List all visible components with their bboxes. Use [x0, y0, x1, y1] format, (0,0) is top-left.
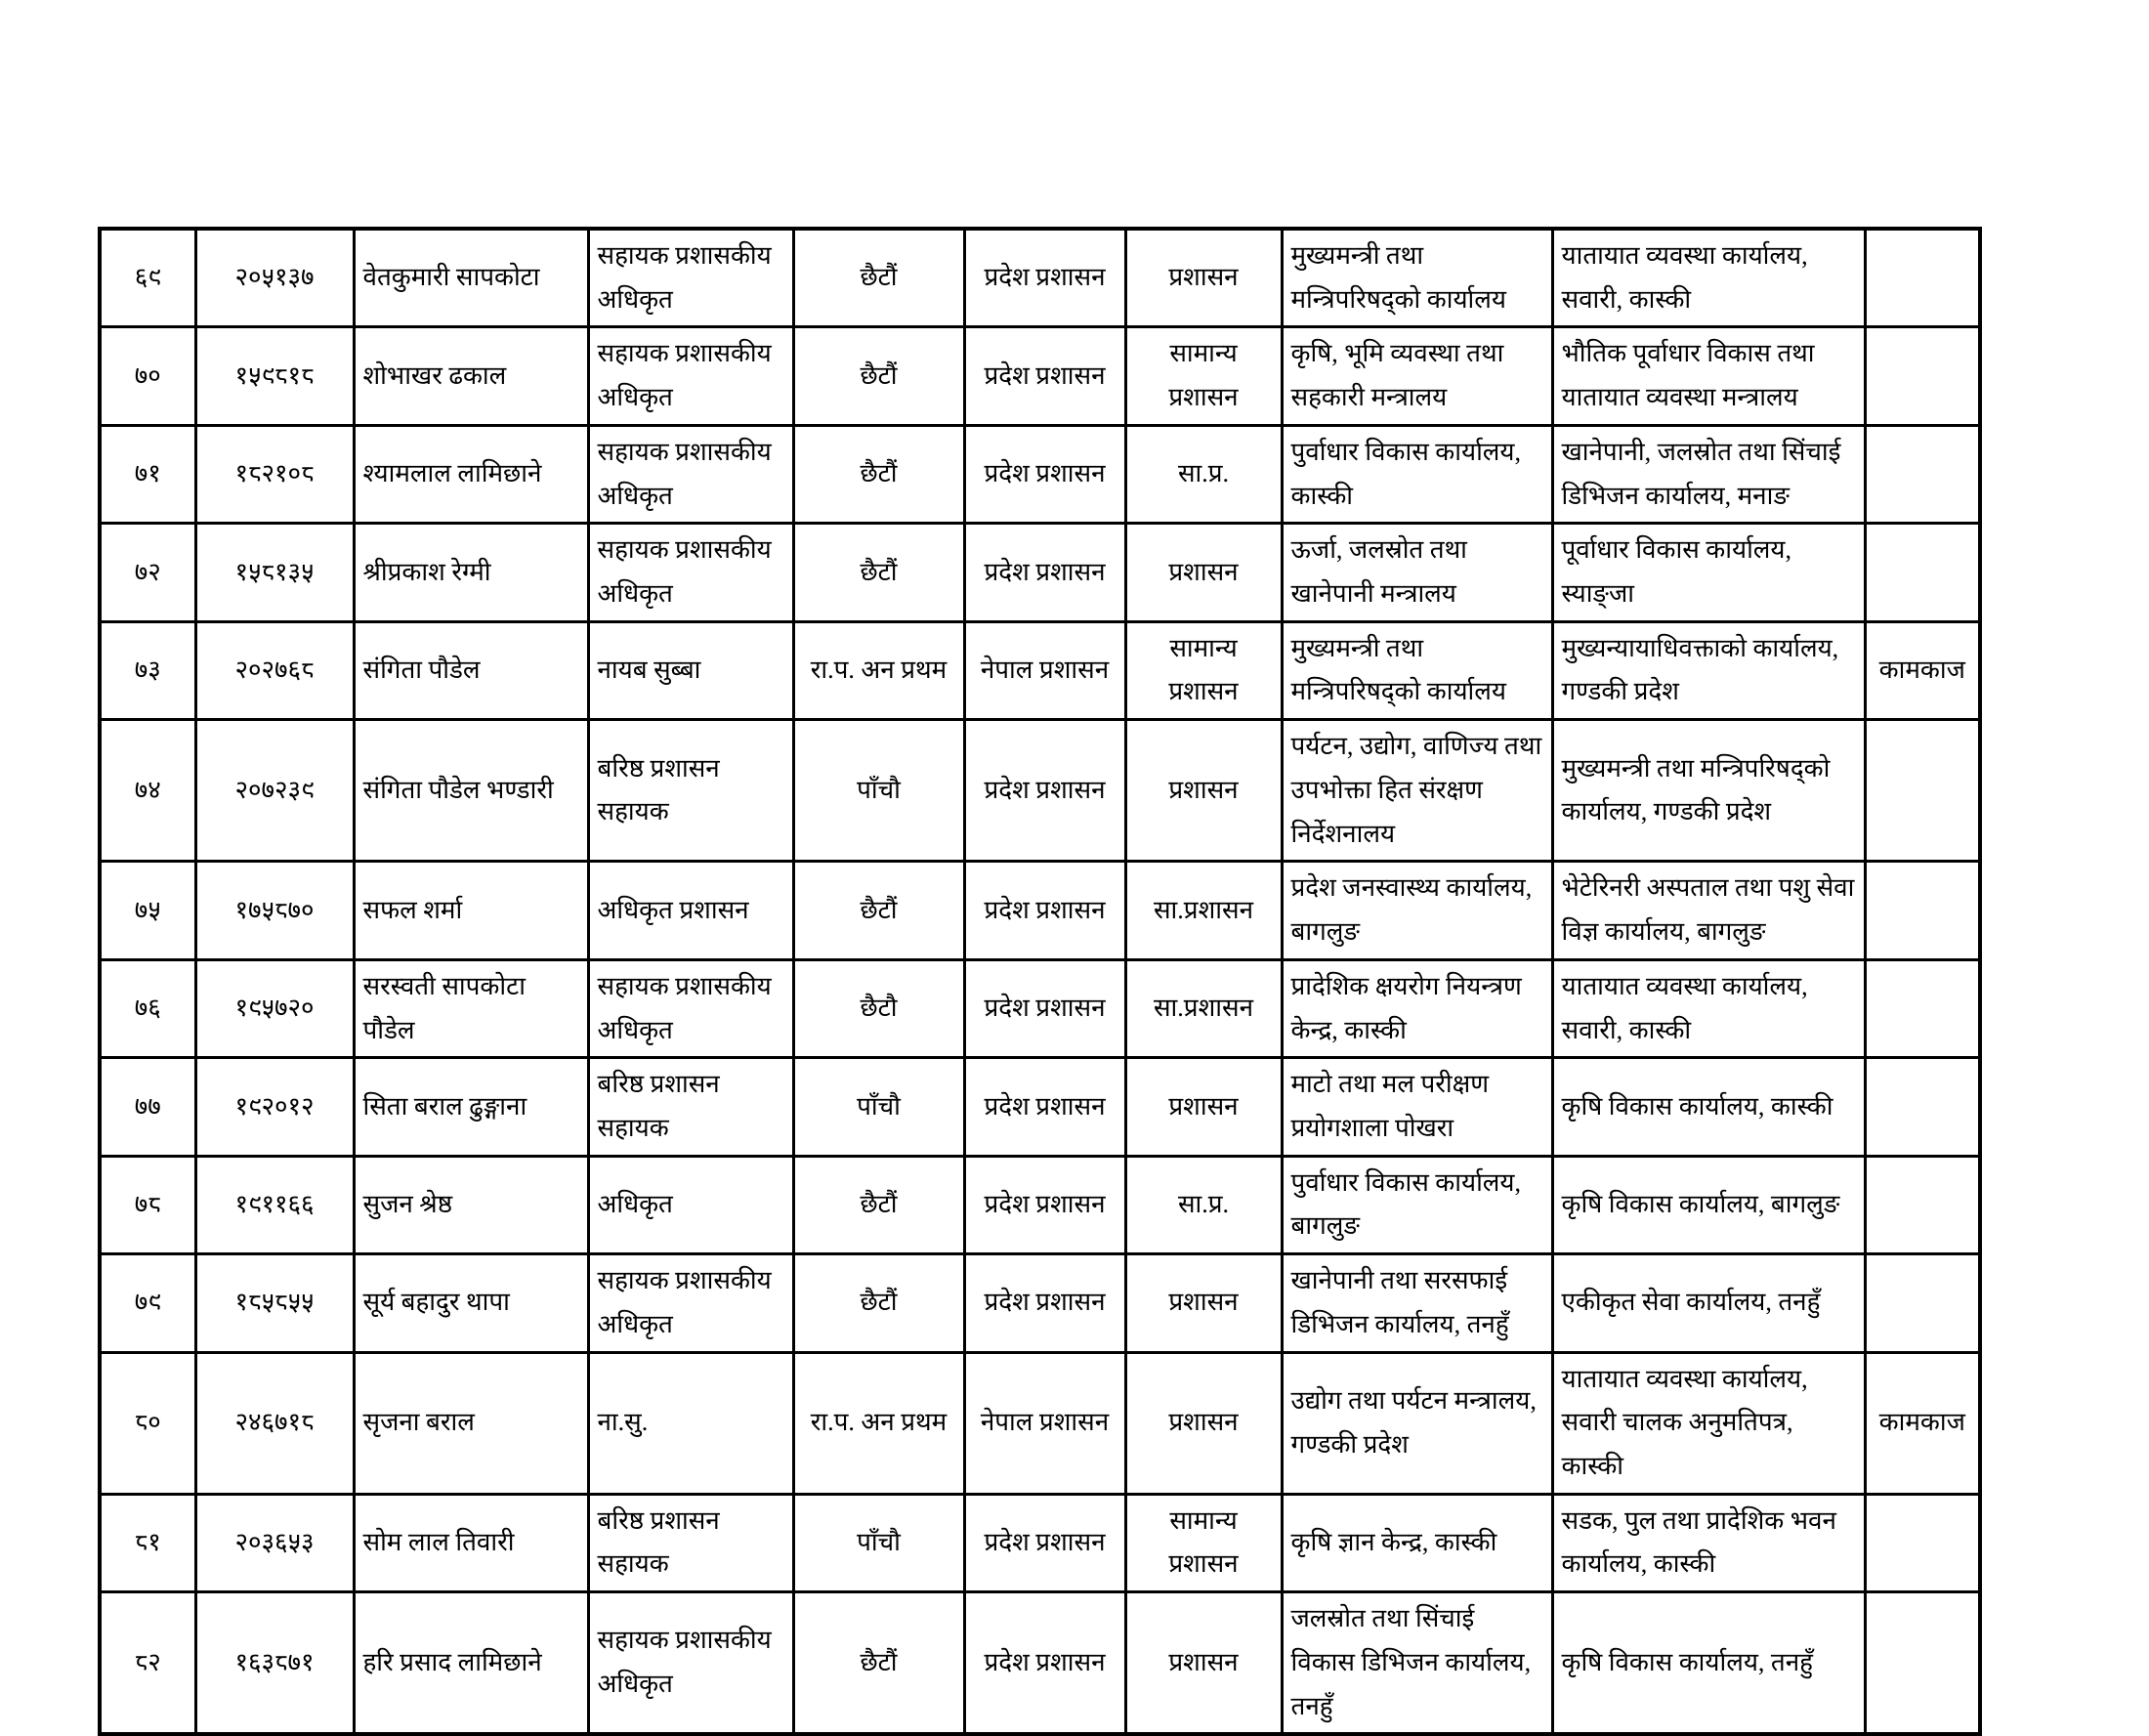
cell-serial-number: ७० — [100, 327, 195, 425]
cell-remark: कामकाज — [1865, 621, 1980, 719]
cell-current-office: मुख्यमन्त्री तथा मन्त्रिपरिषद्को कार्यालय — [1282, 621, 1552, 719]
table-row — [100, 959, 1980, 1057]
cell-service: प्रदेश प्रशासन — [964, 862, 1125, 959]
cell-current-office: जलस्रोत तथा सिंचाई विकास डिभिजन कार्यालय, तनहुँ — [1282, 1592, 1552, 1735]
cell-level: छैटौ — [793, 959, 964, 1057]
cell-group: सामान्य प्रशासन — [1125, 327, 1282, 425]
cell-current-office: पुर्वाधार विकास कार्यालय, कास्की — [1282, 425, 1552, 523]
cell-position: सहायक प्रशासकीय अधिकृत — [588, 524, 793, 621]
cell-employee-name: सिता बराल ढुङ्गाना — [354, 1058, 588, 1156]
cell-level: छैटौं — [793, 524, 964, 621]
cell-position: बरिष्ठ प्रशासन सहायक — [588, 1494, 793, 1591]
cell-service: नेपाल प्रशासन — [964, 621, 1125, 719]
cell-employee-number: १५८१३५ — [195, 524, 354, 621]
cell-remark — [1865, 1592, 1980, 1735]
cell-current-office: कृषि ज्ञान केन्द्र, कास्की — [1282, 1494, 1552, 1591]
cell-employee-name: वेतकुमारी सापकोटा — [354, 229, 588, 327]
cell-serial-number: ७६ — [100, 959, 195, 1057]
cell-new-office: एकीकृत सेवा कार्यालय, तनहुँ — [1552, 1254, 1865, 1352]
cell-new-office: मुख्यमन्त्री तथा मन्त्रिपरिषद्को कार्यालय, गण्डकी प्रदेश — [1552, 720, 1865, 862]
cell-current-office: प्रदेश जनस्वास्थ्य कार्यालय, बागलुङ — [1282, 862, 1552, 959]
cell-remark — [1865, 862, 1980, 959]
cell-level: छैटौं — [793, 1592, 964, 1735]
table-row — [100, 862, 1980, 959]
cell-employee-name: सफल शर्मा — [354, 862, 588, 959]
cell-new-office: भेटेरिनरी अस्पताल तथा पशु सेवा विज्ञ कार्यालय, बागलुङ — [1552, 862, 1865, 959]
cell-current-office: मुख्यमन्त्री तथा मन्त्रिपरिषद्को कार्यालय — [1282, 229, 1552, 327]
cell-new-office: यातायात व्यवस्था कार्यालय, सवारी, कास्की — [1552, 229, 1865, 327]
cell-employee-number: १८२१०८ — [195, 425, 354, 523]
cell-employee-number: २०७२३९ — [195, 720, 354, 862]
cell-position: सहायक प्रशासकीय अधिकृत — [588, 327, 793, 425]
cell-service: प्रदेश प्रशासन — [964, 327, 1125, 425]
cell-employee-number: २०३६५३ — [195, 1494, 354, 1591]
cell-level: छैटौं — [793, 327, 964, 425]
cell-group: प्रशासन — [1125, 720, 1282, 862]
cell-level: छैटौं — [793, 425, 964, 523]
cell-position: नायब सुब्बा — [588, 621, 793, 719]
cell-service: प्रदेश प्रशासन — [964, 1592, 1125, 1735]
cell-serial-number: ७७ — [100, 1058, 195, 1156]
cell-position: अधिकृत प्रशासन — [588, 862, 793, 959]
cell-employee-name: संगिता पौडेल भण्डारी — [354, 720, 588, 862]
cell-new-office: पूर्वाधार विकास कार्यालय, स्याङ्जा — [1552, 524, 1865, 621]
cell-new-office: मुख्यन्यायाधिवक्ताको कार्यालय, गण्डकी प्रदेश — [1552, 621, 1865, 719]
cell-new-office: कृषि विकास कार्यालय, कास्की — [1552, 1058, 1865, 1156]
cell-serial-number: ७२ — [100, 524, 195, 621]
cell-current-office: ऊर्जा, जलस्रोत तथा खानेपानी मन्त्रालय — [1282, 524, 1552, 621]
cell-employee-name: हरि प्रसाद लामिछाने — [354, 1592, 588, 1735]
table-row — [100, 1254, 1980, 1352]
table-row — [100, 327, 1980, 425]
cell-employee-number: २०५१३७ — [195, 229, 354, 327]
table-row — [100, 621, 1980, 719]
cell-service: प्रदेश प्रशासन — [964, 425, 1125, 523]
cell-employee-number: १९११६६ — [195, 1156, 354, 1253]
cell-level: पाँचौ — [793, 1494, 964, 1591]
cell-group: प्रशासन — [1125, 1592, 1282, 1735]
table-row — [100, 1494, 1980, 1591]
cell-new-office: कृषि विकास कार्यालय, तनहुँ — [1552, 1592, 1865, 1735]
cell-current-office: माटो तथा मल परीक्षण प्रयोगशाला पोखरा — [1282, 1058, 1552, 1156]
cell-position: ना.सु. — [588, 1352, 793, 1494]
cell-remark — [1865, 1254, 1980, 1352]
cell-employee-name: श्यामलाल लामिछाने — [354, 425, 588, 523]
cell-serial-number: ७१ — [100, 425, 195, 523]
cell-remark — [1865, 1494, 1980, 1591]
cell-position: अधिकृत — [588, 1156, 793, 1253]
cell-new-office: यातायात व्यवस्था कार्यालय, सवारी, कास्की — [1552, 959, 1865, 1057]
cell-remark — [1865, 327, 1980, 425]
cell-service: प्रदेश प्रशासन — [964, 524, 1125, 621]
cell-employee-name: शोभाखर ढकाल — [354, 327, 588, 425]
cell-position: सहायक प्रशासकीय अधिकृत — [588, 1254, 793, 1352]
cell-group: सामान्य प्रशासन — [1125, 1494, 1282, 1591]
cell-new-office: खानेपानी, जलस्रोत तथा सिंचाई डिभिजन कार्यालय, मनाङ — [1552, 425, 1865, 523]
table-row — [100, 1058, 1980, 1156]
table-row — [100, 1592, 1980, 1735]
cell-group: प्रशासन — [1125, 1254, 1282, 1352]
cell-group: सा.प्र. — [1125, 425, 1282, 523]
cell-position: सहायक प्रशासकीय अधिकृत — [588, 959, 793, 1057]
cell-position: सहायक प्रशासकीय अधिकृत — [588, 425, 793, 523]
cell-group: प्रशासन — [1125, 524, 1282, 621]
cell-current-office: कृषि, भूमि व्यवस्था तथा सहकारी मन्त्रालय — [1282, 327, 1552, 425]
cell-group: सा.प्र. — [1125, 1156, 1282, 1253]
cell-service: प्रदेश प्रशासन — [964, 1156, 1125, 1253]
cell-level: पाँचौ — [793, 720, 964, 862]
transfer-table-body — [100, 229, 1980, 1734]
cell-new-office: भौतिक पूर्वाधार विकास तथा यातायात व्यवस्था मन्त्रालय — [1552, 327, 1865, 425]
cell-group: प्रशासन — [1125, 1058, 1282, 1156]
cell-serial-number: ८० — [100, 1352, 195, 1494]
cell-position: सहायक प्रशासकीय अधिकृत — [588, 229, 793, 327]
cell-group: सामान्य प्रशासन — [1125, 621, 1282, 719]
cell-level: छैटौं — [793, 1156, 964, 1253]
cell-current-office: उद्योग तथा पर्यटन मन्त्रालय, गण्डकी प्रदेश — [1282, 1352, 1552, 1494]
cell-new-office: यातायात व्यवस्था कार्यालय, सवारी चालक अनुमतिपत्र, कास्की — [1552, 1352, 1865, 1494]
cell-serial-number: ८१ — [100, 1494, 195, 1591]
cell-service: प्रदेश प्रशासन — [964, 1494, 1125, 1591]
cell-serial-number: ७९ — [100, 1254, 195, 1352]
cell-employee-name: श्रीप्रकाश रेग्मी — [354, 524, 588, 621]
cell-service: प्रदेश प्रशासन — [964, 720, 1125, 862]
cell-employee-name: सुजन श्रेष्ठ — [354, 1156, 588, 1253]
cell-group: सा.प्रशासन — [1125, 862, 1282, 959]
cell-employee-number: १७५८७० — [195, 862, 354, 959]
cell-serial-number: ८२ — [100, 1592, 195, 1735]
cell-service: प्रदेश प्रशासन — [964, 959, 1125, 1057]
cell-new-office: सडक, पुल तथा प्रादेशिक भवन कार्यालय, कास्की — [1552, 1494, 1865, 1591]
cell-service: प्रदेश प्रशासन — [964, 229, 1125, 327]
cell-remark — [1865, 720, 1980, 862]
cell-remark — [1865, 425, 1980, 523]
cell-service: नेपाल प्रशासन — [964, 1352, 1125, 1494]
cell-level: पाँचौ — [793, 1058, 964, 1156]
cell-employee-name: सृजना बराल — [354, 1352, 588, 1494]
cell-service: प्रदेश प्रशासन — [964, 1254, 1125, 1352]
table-row — [100, 1352, 1980, 1494]
cell-employee-number: १८५८५५ — [195, 1254, 354, 1352]
cell-group: प्रशासन — [1125, 229, 1282, 327]
cell-employee-number: २४६७१८ — [195, 1352, 354, 1494]
cell-remark — [1865, 1058, 1980, 1156]
cell-serial-number: ७३ — [100, 621, 195, 719]
cell-serial-number: ७८ — [100, 1156, 195, 1253]
cell-serial-number: ७४ — [100, 720, 195, 862]
cell-remark — [1865, 1156, 1980, 1253]
cell-position: बरिष्ठ प्रशासन सहायक — [588, 1058, 793, 1156]
cell-current-office: प्रादेशिक क्षयरोग नियन्त्रण केन्द्र, कास्की — [1282, 959, 1552, 1057]
cell-employee-number: १५९८१८ — [195, 327, 354, 425]
cell-employee-name: सूर्य बहादुर थापा — [354, 1254, 588, 1352]
cell-level: रा.प. अन प्रथम — [793, 621, 964, 719]
cell-serial-number: ७५ — [100, 862, 195, 959]
cell-level: छैटौं — [793, 1254, 964, 1352]
cell-level: रा.प. अन प्रथम — [793, 1352, 964, 1494]
cell-employee-name: सरस्वती सापकोटा पौडेल — [354, 959, 588, 1057]
cell-current-office: पर्यटन, उद्योग, वाणिज्य तथा उपभोक्ता हित संरक्षण निर्देशनालय — [1282, 720, 1552, 862]
table-row — [100, 229, 1980, 327]
cell-current-office: खानेपानी तथा सरसफाई डिभिजन कार्यालय, तनहुँ — [1282, 1254, 1552, 1352]
staff-transfer-table — [98, 227, 1982, 1736]
cell-position: बरिष्ठ प्रशासन सहायक — [588, 720, 793, 862]
cell-employee-name: संगिता पौडेल — [354, 621, 588, 719]
cell-level: छैटौं — [793, 229, 964, 327]
cell-employee-number: २०२७६८ — [195, 621, 354, 719]
cell-level: छैटौं — [793, 862, 964, 959]
table-row — [100, 1156, 1980, 1253]
cell-employee-number: १६३८७१ — [195, 1592, 354, 1735]
cell-remark: कामकाज — [1865, 1352, 1980, 1494]
cell-new-office: कृषि विकास कार्यालय, बागलुङ — [1552, 1156, 1865, 1253]
cell-service: प्रदेश प्रशासन — [964, 1058, 1125, 1156]
cell-remark — [1865, 229, 1980, 327]
cell-serial-number: ६९ — [100, 229, 195, 327]
table-row — [100, 524, 1980, 621]
table-row — [100, 720, 1980, 862]
cell-employee-number: १९५७२० — [195, 959, 354, 1057]
cell-group: प्रशासन — [1125, 1352, 1282, 1494]
cell-position: सहायक प्रशासकीय अधिकृत — [588, 1592, 793, 1735]
cell-current-office: पुर्वाधार विकास कार्यालय, बागलुङ — [1282, 1156, 1552, 1253]
cell-remark — [1865, 959, 1980, 1057]
table-row — [100, 425, 1980, 523]
cell-employee-name: सोम लाल तिवारी — [354, 1494, 588, 1591]
cell-employee-number: १९२०१२ — [195, 1058, 354, 1156]
cell-remark — [1865, 524, 1980, 621]
cell-group: सा.प्रशासन — [1125, 959, 1282, 1057]
